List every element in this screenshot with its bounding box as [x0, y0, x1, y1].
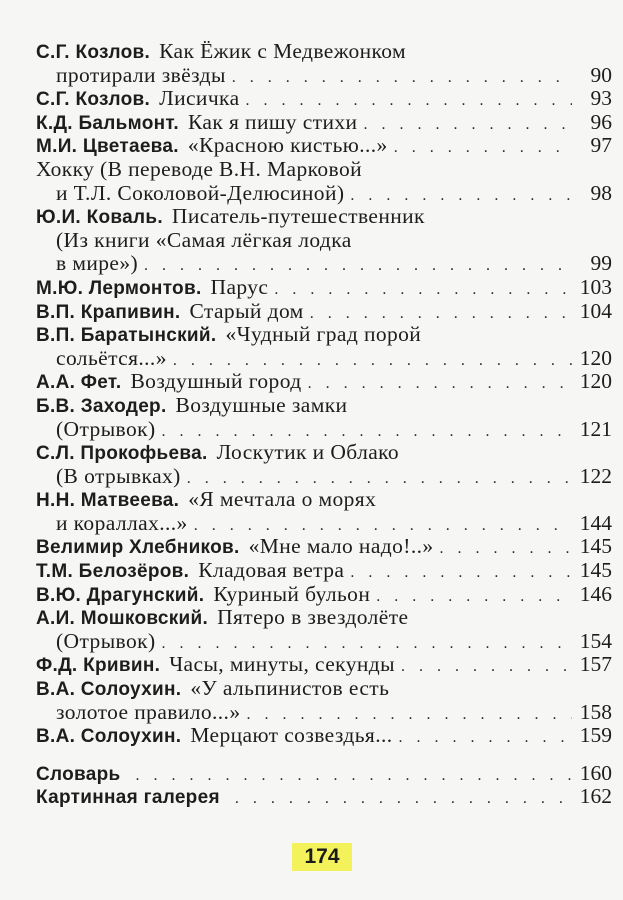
toc-entry-line: [36, 300, 612, 324]
toc-title: (В отрывках): [56, 463, 181, 488]
dot-leader: [363, 113, 572, 137]
toc-page-number: 159: [579, 723, 612, 748]
toc-entry-line: [36, 488, 612, 512]
toc-author: Велимир Хлебников.: [36, 537, 240, 559]
toc-entry-line: [36, 559, 612, 583]
toc-author: Картинная галерея: [36, 787, 220, 809]
toc-page-number: 160: [579, 760, 612, 785]
toc-author: Н.Н. Матвеева.: [36, 490, 180, 512]
toc-title: и кораллах...»: [56, 510, 188, 535]
toc-author: М.И. Цветаева.: [36, 136, 179, 158]
toc-title: Лоскутик и Облако: [216, 440, 400, 465]
toc-author: В.П. Крапивин.: [36, 301, 181, 323]
toc-title: золотое правило...»: [56, 699, 241, 724]
toc-entry-line: [36, 535, 612, 559]
toc-page-number: 122: [579, 463, 612, 488]
toc-page-number: 158: [579, 699, 612, 724]
toc-entry-line: [36, 418, 612, 442]
dot-leader: [235, 787, 572, 811]
toc-page-number: 104: [579, 298, 612, 323]
toc-page-number: 97: [590, 133, 612, 158]
toc-title: Парус: [210, 274, 269, 299]
toc-entry-line: [36, 64, 612, 88]
toc-title: Писатель-путешественник: [171, 204, 425, 229]
dot-leader: [136, 764, 572, 788]
toc-page-number: 90: [590, 62, 612, 87]
toc-author: Б.В. Заходер.: [36, 395, 167, 417]
toc-page-number: 157: [579, 652, 612, 677]
toc-entry-line: [36, 701, 612, 725]
toc-entry-line: [36, 87, 612, 111]
toc-title: Хокку (В переводе В.Н. Марковой: [36, 156, 363, 181]
page-number-badge: 174: [292, 843, 352, 871]
toc-entry-line: [36, 583, 612, 607]
toc-title: Воздушный город: [130, 369, 302, 394]
toc-entry-line: [36, 465, 612, 489]
toc-entry-line: [36, 158, 612, 182]
toc-title: «Мне мало надо!..»: [248, 534, 434, 559]
dot-leader: [350, 561, 572, 585]
toc-title: Мерцают созвездья...: [190, 723, 393, 748]
toc-entry-line: [36, 370, 612, 394]
toc-title: Как Ёжик с Медвежонком: [159, 39, 407, 63]
toc-page-number: 145: [579, 558, 612, 583]
toc-entry-line: [36, 205, 612, 229]
toc-author: Ю.И. Коваль.: [36, 207, 163, 229]
toc-title: (Отрывок): [56, 628, 156, 653]
toc-entry-line: [36, 512, 612, 536]
toc-title: Куриный бульон: [213, 581, 371, 606]
toc-entry-line: [36, 677, 612, 701]
toc-author: В.А. Солоухин.: [36, 679, 182, 701]
toc-entry-line: [36, 323, 612, 347]
toc-title: Лисичка: [159, 86, 240, 111]
dot-leader: [401, 655, 572, 679]
toc-author: К.Д. Бальмонт.: [36, 112, 179, 134]
toc-entry-line: [36, 653, 612, 677]
toc-page-number: 93: [590, 86, 612, 111]
toc-entry-line: [36, 630, 612, 654]
toc-page-number: 144: [579, 510, 612, 535]
toc-page-number: 146: [579, 581, 612, 606]
dot-leader: [144, 254, 572, 278]
dot-leader: [308, 372, 572, 396]
toc-page-number: 154: [579, 628, 612, 653]
toc-page-number: 120: [579, 369, 612, 394]
toc-author: В.А. Солоухин.: [36, 726, 182, 748]
toc-author: Ф.Д. Кривин.: [36, 655, 161, 677]
dot-leader: [274, 278, 572, 302]
toc-title: Как я пишу стихи: [187, 109, 358, 134]
toc-entry-line: [36, 252, 612, 276]
toc-title: (Отрывок): [56, 416, 156, 441]
toc-title: «У альпинистов есть: [190, 676, 390, 701]
toc-title: (Из книги «Самая лёгкая лодка: [56, 227, 352, 252]
toc-title: Часы, минуты, секунды: [169, 652, 395, 677]
table-of-contents: [36, 40, 612, 809]
toc-page-number: 162: [579, 784, 612, 809]
toc-title: Пятеро в звездолёте: [217, 605, 409, 630]
toc-author: С.Г. Козлов.: [36, 89, 151, 111]
toc-title: в мире»): [56, 251, 139, 276]
toc-title: сольётся...»: [56, 345, 167, 370]
toc-title: «Красною кистью...»: [187, 133, 388, 158]
toc-entry-line: [36, 606, 612, 630]
toc-page-number: 103: [579, 274, 612, 299]
toc-title: Воздушные замки: [175, 392, 348, 417]
toc-page-number: 98: [590, 180, 612, 205]
toc-title: Старый дом: [189, 298, 304, 323]
toc-title: Кладовая ветра: [198, 558, 345, 583]
toc-entry-line: [36, 182, 612, 206]
toc-author: А.И. Мошковский.: [36, 608, 209, 630]
toc-entry-line: [36, 276, 612, 300]
toc-author: Словарь: [36, 763, 121, 785]
toc-page-number: 99: [590, 251, 612, 276]
toc-title: «Чудный град порой: [225, 322, 422, 347]
toc-entry-line: [36, 762, 612, 786]
toc-entry-line: [36, 441, 612, 465]
toc-title: протирали звёзды: [56, 62, 226, 87]
toc-entry-line: [36, 724, 612, 748]
toc-page-number: 145: [579, 534, 612, 559]
toc-page-number: 120: [579, 345, 612, 370]
toc-author: Т.М. Белозёров.: [36, 561, 190, 583]
toc-entry-line: [36, 229, 612, 253]
toc-author: А.А. Фет.: [36, 372, 122, 394]
dot-leader: [440, 537, 572, 561]
dot-leader: [232, 66, 572, 90]
toc-author: С.Л. Прокофьева.: [36, 443, 208, 465]
toc-author: В.Ю. Драгунский.: [36, 584, 205, 606]
toc-author: В.П. Баратынский.: [36, 325, 217, 347]
toc-entry-line: [36, 111, 612, 135]
dot-leader: [394, 136, 572, 160]
toc-page-number: 96: [590, 109, 612, 134]
toc-entry-line: [36, 347, 612, 371]
toc-entry-line: [36, 394, 612, 418]
toc-author: С.Г. Козлов.: [36, 42, 151, 63]
toc-title: «Я мечтала о морях: [188, 487, 377, 512]
toc-entry-line: [36, 40, 612, 64]
toc-author: М.Ю. Лермонтов.: [36, 277, 202, 299]
toc-entry-line: [36, 785, 612, 809]
dot-leader: [399, 726, 572, 750]
toc-entry-line: [36, 134, 612, 158]
toc-title: и Т.Л. Соколовой-Делюсиной): [56, 180, 345, 205]
toc-page-number: 121: [579, 416, 612, 441]
